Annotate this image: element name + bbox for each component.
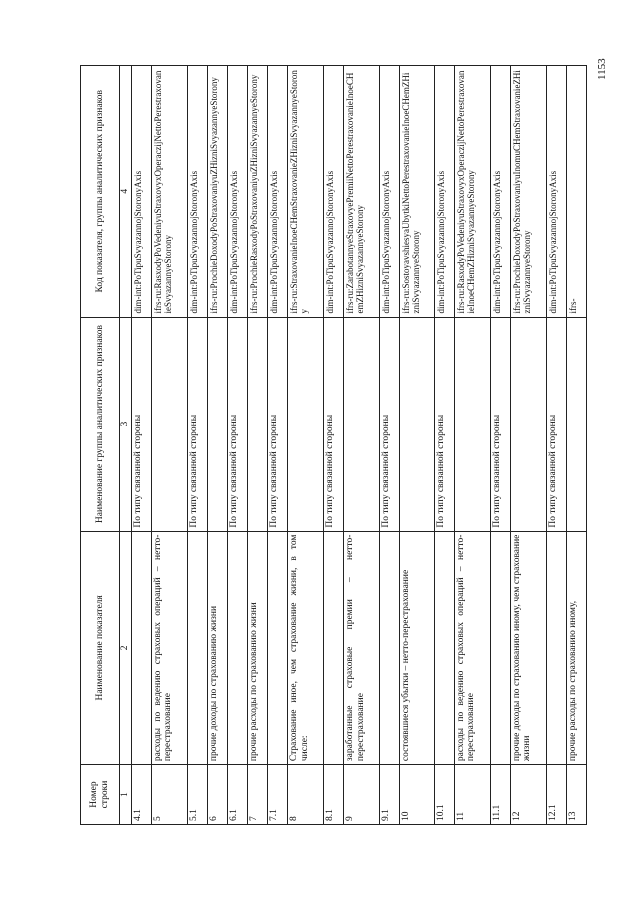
group-name: По типу связанной стороны	[187, 317, 207, 531]
indicator-name: прочие расходы по страхованию иному,	[566, 531, 586, 765]
group-name	[344, 317, 380, 531]
indicator-name: прочие доходы по страхованию иному, чем страхование жизни	[510, 531, 546, 765]
table-row	[400, 66, 434, 825]
group-name	[288, 317, 324, 531]
group-name	[151, 317, 187, 531]
rotated-page-content	[80, 65, 587, 825]
indicator-code: dim-int:PoTipuSvyazannojStoronyAxis	[227, 66, 247, 318]
table-row	[454, 66, 490, 825]
row-number: 6.1	[227, 765, 247, 825]
table-row	[248, 66, 268, 825]
indicator-code: ifrs-ru:RasxodyPoVedeniyuStraxovyxOperaczijNettoPerestraxovanieInoeCHemZHizniSvyazannyeStorony	[454, 66, 490, 318]
indicator-code: dim-int:PoTipuSvyazannojStoronyAxis	[546, 66, 566, 318]
page-number: 1153	[596, 58, 608, 80]
indicator-code: dim-int:PoTipuSvyazannojStoronyAxis	[434, 66, 454, 318]
group-name: По типу связанной стороны	[380, 317, 400, 531]
group-name: По типу связанной стороны	[268, 317, 288, 531]
group-name: По типу связанной стороны	[227, 317, 247, 531]
row-number: 12	[510, 765, 546, 825]
indicator-code: dim-int:PoTipuSvyazannojStoronyAxis	[131, 66, 151, 318]
indicator-name	[187, 531, 207, 765]
indicator-name: Страхование иное, чем страхование жизни, в том числе:	[288, 531, 324, 765]
indicator-code: ifrs-ru:StraxovanieInoeCHemStraxovanieZHizniSvyazannyeStorony	[288, 66, 324, 318]
row-number: 10.1	[434, 765, 454, 825]
group-name	[207, 317, 227, 531]
group-name	[566, 317, 586, 531]
table-row	[546, 66, 566, 825]
table-row	[344, 66, 380, 825]
table-row	[187, 66, 207, 825]
row-number: 12.1	[546, 765, 566, 825]
column-number: 2	[120, 531, 132, 765]
column-number: 1	[120, 765, 132, 825]
row-number: 11.1	[490, 765, 510, 825]
row-number: 9.1	[380, 765, 400, 825]
group-name	[400, 317, 434, 531]
indicator-code: ifrs-ru:ProchieDoxodyPoStraxovaniyuZHizniSvyazannyeStorony	[207, 66, 227, 318]
indicator-name	[434, 531, 454, 765]
group-name: По типу связанной стороны	[490, 317, 510, 531]
table-row	[380, 66, 400, 825]
indicator-name: заработанные страховые премии – нетто-перестрахование	[344, 531, 380, 765]
indicator-code: ifrs-ru:ProchieDoxodyPoStraxovaniyuInomuCHemStraxovanieZHizniSvyazannyeStorony	[510, 66, 546, 318]
indicator-name: состоявшиеся убытки – нетто-перестрахование	[400, 531, 434, 765]
row-number: 9	[344, 765, 380, 825]
indicator-name	[490, 531, 510, 765]
group-name: По типу связанной стороны	[434, 317, 454, 531]
table-row	[510, 66, 546, 825]
row-number: 5	[151, 765, 187, 825]
header-indicator-name: Наименование показателя	[81, 531, 120, 765]
header-indicator-code: Код показателя, группы аналитических признаков	[81, 66, 120, 318]
indicator-name	[380, 531, 400, 765]
column-number: 3	[120, 317, 132, 531]
row-number: 8	[288, 765, 324, 825]
group-name: По типу связанной стороны	[131, 317, 151, 531]
indicator-code: dim-int:PoTipuSvyazannojStoronyAxis	[187, 66, 207, 318]
table-row	[288, 66, 324, 825]
row-number: 7	[248, 765, 268, 825]
column-number: 4	[120, 66, 132, 318]
group-name: По типу связанной стороны	[546, 317, 566, 531]
indicator-code: dim-int:PoTipuSvyazannojStoronyAxis	[268, 66, 288, 318]
group-name: По типу связанной стороны	[324, 317, 344, 531]
table-row	[566, 66, 586, 825]
table-row	[324, 66, 344, 825]
indicator-code: dim-int:PoTipuSvyazannojStoronyAxis	[490, 66, 510, 318]
column-number-row	[120, 66, 132, 825]
indicator-name: расходы по ведению страховых операций – нетто-перестрахование	[454, 531, 490, 765]
table-row	[131, 66, 151, 825]
indicator-code: ifrs-ru:SostoyavshiesyaUbytkiNettoPerestraxovanieInoeCHemZHizniSvyazannyeStorony	[400, 66, 434, 318]
indicator-name: расходы по ведению страховых операций – нетто-перестрахование	[151, 531, 187, 765]
indicator-name	[546, 531, 566, 765]
table-header-row	[81, 66, 120, 825]
row-number: 8.1	[324, 765, 344, 825]
table-row	[207, 66, 227, 825]
indicator-table	[80, 65, 587, 825]
indicator-name: прочие доходы по страхованию жизни	[207, 531, 227, 765]
indicator-code: dim-int:PoTipuSvyazannojStoronyAxis	[380, 66, 400, 318]
row-number: 7.1	[268, 765, 288, 825]
row-number: 4.1	[131, 765, 151, 825]
row-number: 10	[400, 765, 434, 825]
header-group-name: Наименование группы аналитических признаков	[81, 317, 120, 531]
table-row	[490, 66, 510, 825]
indicator-name: прочие расходы по страхованию жизни	[248, 531, 268, 765]
indicator-code: ifrs-	[566, 66, 586, 318]
indicator-code: dim-int:PoTipuSvyazannojStoronyAxis	[324, 66, 344, 318]
indicator-name	[131, 531, 151, 765]
group-name	[454, 317, 490, 531]
indicator-code: ifrs-ru:ZarabotannyeStraxovyePremiiNettoPerestraxovanieInoeCHemZHizniSvyazannyeStorony	[344, 66, 380, 318]
row-number: 13	[566, 765, 586, 825]
table-row	[151, 66, 187, 825]
indicator-code: ifrs-ru:ProchieRasxodyPoStraxovaniyuZHizniSvyazannyeStorony	[248, 66, 268, 318]
table-row	[434, 66, 454, 825]
indicator-name	[268, 531, 288, 765]
header-row-number: Номер строки	[81, 765, 120, 825]
group-name	[510, 317, 546, 531]
row-number: 6	[207, 765, 227, 825]
indicator-name	[227, 531, 247, 765]
indicator-code: ifrs-ru:RasxodyPoVedeniyuStraxovyxOperaczijNettoPerestraxovanieSvyazannyeStorony	[151, 66, 187, 318]
table-row	[227, 66, 247, 825]
row-number: 11	[454, 765, 490, 825]
row-number: 5.1	[187, 765, 207, 825]
indicator-name	[324, 531, 344, 765]
group-name	[248, 317, 268, 531]
table-row	[268, 66, 288, 825]
